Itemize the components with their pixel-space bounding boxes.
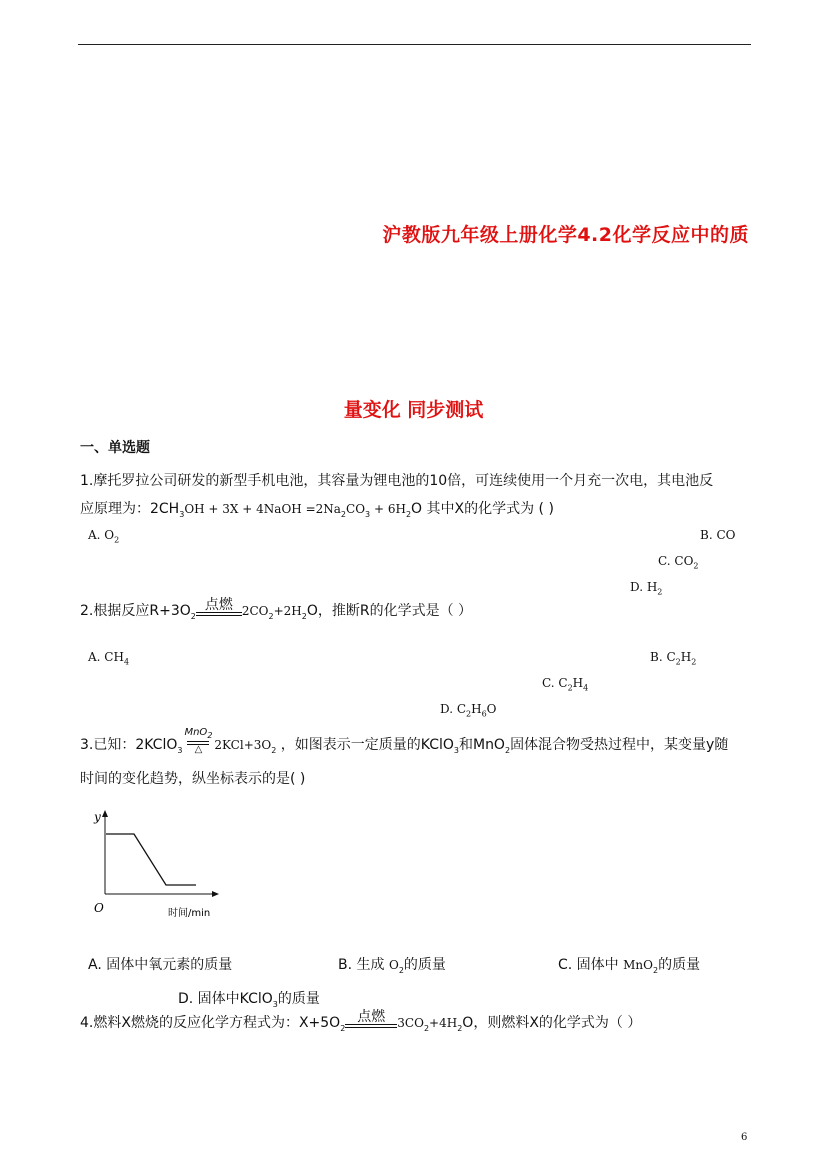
q2-stem: 2.根据反应$R+3O_2$ 点燃 $2CO_2+2H_2O$，推断R的化学式是（ ） (80, 597, 473, 621)
section-heading: 一、单选题 (80, 440, 150, 456)
graph-origin-label: O (94, 901, 104, 915)
q4-stem: 4.燃料X燃烧的反应化学方程式为：$X+5O_2$ 点燃 $3CO_2+4H_2O$，则燃料X的化学式为（ ） (80, 1009, 642, 1033)
q1-stem-line1: 1.摩托罗拉公司研发的新型手机电池，其容量为锂电池的10倍，可连续使用一个月充一次电，其电池反 (80, 473, 714, 489)
q2-option-a[interactable]: A. $CH_4$ (88, 650, 130, 667)
q2-reaction-condition: 点燃 (196, 598, 242, 621)
q2-option-d[interactable]: D. $C_2H_6O$ (440, 702, 497, 719)
q1-option-b[interactable]: B. CO (700, 528, 736, 542)
q3-option-b[interactable]: B. 生成 $O_2$的质量 (338, 957, 446, 975)
header-rule (78, 44, 751, 45)
q3-option-a[interactable]: A. 固体中氧元素的质量 (88, 957, 233, 973)
q3-stem-line2: 时间的变化趋势，纵坐标表示的是( ) (80, 771, 306, 787)
q3-graph (88, 808, 228, 923)
q2-option-c[interactable]: C. $C_2H_4$ (542, 676, 589, 693)
q2-option-b[interactable]: B. $C_2H_2$ (650, 650, 697, 667)
graph-x-label: 时间/min (168, 908, 211, 919)
q3-option-d[interactable]: D. 固体中KClO$_3$的质量 (178, 991, 320, 1009)
document-title-line2: 量变化 同步测试 (343, 399, 484, 421)
graph-curve (106, 834, 196, 885)
q1-option-d[interactable]: D. $H_2$ (630, 580, 663, 597)
graph-y-arrow (102, 810, 108, 817)
graph-x-arrow (212, 891, 219, 897)
document-title-line1: 沪教版九年级上册化学4.2化学反应中的质 (382, 224, 749, 246)
page-number: 6 (741, 1132, 748, 1143)
q3-option-c[interactable]: C. 固体中 MnO$_2$的质量 (558, 957, 701, 975)
q1-option-a[interactable]: A. $O_2$ (88, 528, 120, 545)
q4-reaction-condition: 点燃 (345, 1010, 397, 1033)
graph-y-label: y (94, 810, 101, 824)
q3-stem-line1: 3.已知：2KClO$_3$ $\frac{MnO_2}{\triangle}$ $2KCl+3O_2$ ，如图表示一定质量的KClO$_3$和MnO$_2$固体混合物受热过程中，某变量y随 (80, 727, 729, 755)
q1-option-c[interactable]: C. $CO_2$ (658, 554, 699, 571)
q1-stem-line2: 应原理为：$2CH_3OH + 3X$ + 4NaOH $=2Na_2CO_3 + 6H_2O$ 其中X的化学式为 ( ) (80, 501, 554, 519)
q3-catalyst-condition: $\frac{MnO_2}{\triangle}$ (184, 727, 213, 755)
